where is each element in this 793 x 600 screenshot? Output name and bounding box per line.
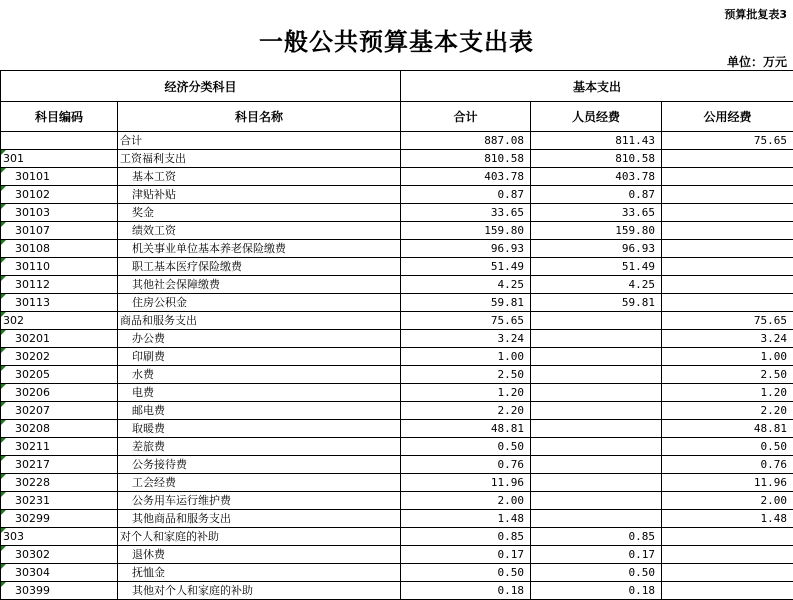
cell-name-text: 基本工资 <box>132 170 176 183</box>
cell-total <box>401 510 531 528</box>
cell-public <box>662 186 793 204</box>
page-title: 一般公共预算基本支出表 <box>0 22 793 57</box>
cell-public <box>662 258 793 276</box>
cell-total-text: 4.25 <box>498 278 525 291</box>
cell-public <box>662 204 793 222</box>
table-row <box>1 528 793 546</box>
cell-total <box>401 186 531 204</box>
cell-total-text: 33.65 <box>491 206 524 219</box>
cell-marker-icon <box>1 420 6 425</box>
table-row <box>1 582 793 600</box>
cell-personnel <box>531 276 662 294</box>
cell-marker-icon <box>1 528 6 533</box>
cell-total-text: 3.24 <box>498 332 525 345</box>
cell-name-text: 公务接待费 <box>132 458 187 471</box>
cell-public <box>662 276 793 294</box>
cell-total <box>401 402 531 420</box>
cell-marker-icon <box>1 240 6 245</box>
cell-public <box>662 438 793 456</box>
cell-code <box>1 294 118 312</box>
cell-code <box>1 384 118 402</box>
cell-name-text: 合计 <box>120 134 142 147</box>
cell-name-text: 对个人和家庭的补助 <box>120 530 219 543</box>
cell-total <box>401 276 531 294</box>
header-econ-group: 经济分类科目 <box>1 71 401 102</box>
table-row <box>1 564 793 582</box>
cell-total-text: 51.49 <box>491 260 524 273</box>
budget-table <box>0 70 793 600</box>
cell-name <box>118 564 401 582</box>
cell-personnel <box>531 330 662 348</box>
cell-total <box>401 168 531 186</box>
cell-name-text: 差旅费 <box>132 440 165 453</box>
cell-total-text: 11.96 <box>491 476 524 489</box>
table-row <box>1 258 793 276</box>
cell-code <box>1 348 118 366</box>
cell-name-text: 商品和服务支出 <box>120 314 197 327</box>
cell-personnel <box>531 384 662 402</box>
cell-total <box>401 366 531 384</box>
cell-code-text: 303 <box>3 530 24 543</box>
cell-personnel-text: 4.25 <box>629 278 656 291</box>
cell-total-text: 2.50 <box>498 368 525 381</box>
cell-name <box>118 330 401 348</box>
cell-name-text: 邮电费 <box>132 404 165 417</box>
cell-personnel-text: 0.85 <box>629 530 656 543</box>
cell-name-text: 水费 <box>132 368 154 381</box>
cell-code <box>1 330 118 348</box>
cell-marker-icon <box>1 150 6 155</box>
cell-name <box>118 276 401 294</box>
cell-personnel <box>531 204 662 222</box>
cell-code-text: 30202 <box>15 350 50 363</box>
cell-code-text: 302 <box>3 314 24 327</box>
cell-marker-icon <box>1 330 6 335</box>
cell-marker-icon <box>1 204 6 209</box>
table-row <box>1 276 793 294</box>
cell-name-text: 其他对个人和家庭的补助 <box>132 584 253 597</box>
cell-name <box>118 366 401 384</box>
cell-name <box>118 582 401 600</box>
cell-public <box>662 348 793 366</box>
cell-public <box>662 546 793 564</box>
cell-total-text: 2.20 <box>498 404 525 417</box>
cell-name-text: 其他社会保障缴费 <box>132 278 220 291</box>
cell-code <box>1 510 118 528</box>
cell-public <box>662 474 793 492</box>
cell-public <box>662 366 793 384</box>
cell-public-text: 3.24 <box>761 332 788 345</box>
table-row <box>1 402 793 420</box>
cell-public-text: 75.65 <box>754 314 787 327</box>
cell-total-text: 887.08 <box>484 134 524 147</box>
cell-personnel-text: 0.87 <box>629 188 656 201</box>
cell-total <box>401 420 531 438</box>
table-row <box>1 312 793 330</box>
cell-total <box>401 474 531 492</box>
cell-public-text: 2.20 <box>761 404 788 417</box>
cell-name <box>118 456 401 474</box>
cell-name <box>118 474 401 492</box>
cell-public-text: 1.48 <box>761 512 788 525</box>
cell-marker-icon <box>1 546 6 551</box>
cell-total <box>401 438 531 456</box>
cell-code-text: 30112 <box>15 278 50 291</box>
cell-personnel <box>531 132 662 150</box>
cell-public <box>662 384 793 402</box>
cell-name-text: 工资福利支出 <box>120 152 186 165</box>
cell-total-text: 0.87 <box>498 188 525 201</box>
cell-public <box>662 528 793 546</box>
cell-name <box>118 204 401 222</box>
cell-total-text: 0.76 <box>498 458 525 471</box>
cell-name <box>118 438 401 456</box>
table-row <box>1 240 793 258</box>
cell-code-text: 30102 <box>15 188 50 201</box>
cell-total-text: 96.93 <box>491 242 524 255</box>
cell-personnel-text: 33.65 <box>622 206 655 219</box>
cell-public <box>662 402 793 420</box>
cell-code <box>1 132 118 150</box>
cell-personnel <box>531 582 662 600</box>
cell-total-text: 0.85 <box>498 530 525 543</box>
cell-code-text: 30103 <box>15 206 50 219</box>
cell-total <box>401 150 531 168</box>
cell-total-text: 0.50 <box>498 440 525 453</box>
cell-name-text: 津贴补贴 <box>132 188 176 201</box>
cell-marker-icon <box>1 276 6 281</box>
table-row <box>1 222 793 240</box>
cell-total <box>401 582 531 600</box>
cell-code-text: 30205 <box>15 368 50 381</box>
cell-total-text: 1.00 <box>498 350 525 363</box>
cell-name-text: 奖金 <box>132 206 154 219</box>
cell-personnel <box>531 366 662 384</box>
cell-public <box>662 564 793 582</box>
cell-code-text: 30207 <box>15 404 50 417</box>
cell-total <box>401 312 531 330</box>
cell-code-text: 30113 <box>15 296 50 309</box>
cell-personnel-text: 811.43 <box>615 134 655 147</box>
cell-code-text: 30399 <box>15 584 50 597</box>
cell-code <box>1 186 118 204</box>
cell-public-text: 2.50 <box>761 368 788 381</box>
cell-name <box>118 402 401 420</box>
cell-name-text: 公务用车运行维护费 <box>132 494 231 507</box>
cell-code-text: 30302 <box>15 548 50 561</box>
table-row <box>1 384 793 402</box>
table-row <box>1 474 793 492</box>
cell-code-text: 30201 <box>15 332 50 345</box>
cell-personnel <box>531 438 662 456</box>
cell-public <box>662 150 793 168</box>
table-row <box>1 294 793 312</box>
cell-name <box>118 312 401 330</box>
cell-total <box>401 222 531 240</box>
cell-personnel-text: 0.17 <box>629 548 656 561</box>
cell-code <box>1 168 118 186</box>
header-basic-group: 基本支出 <box>401 71 793 102</box>
cell-code-text: 30107 <box>15 224 50 237</box>
cell-code <box>1 528 118 546</box>
cell-code-text: 30110 <box>15 260 50 273</box>
cell-name <box>118 528 401 546</box>
cell-public-text: 75.65 <box>754 134 787 147</box>
cell-marker-icon <box>1 456 6 461</box>
cell-personnel <box>531 348 662 366</box>
cell-name <box>118 186 401 204</box>
table-row <box>1 132 793 150</box>
cell-code <box>1 492 118 510</box>
cell-code <box>1 564 118 582</box>
cell-total <box>401 258 531 276</box>
cell-total <box>401 528 531 546</box>
cell-total <box>401 294 531 312</box>
cell-code-text: 30231 <box>15 494 50 507</box>
table-row <box>1 438 793 456</box>
cell-personnel <box>531 492 662 510</box>
cell-code-text: 30206 <box>15 386 50 399</box>
cell-code-text: 30299 <box>15 512 50 525</box>
table-row <box>1 186 793 204</box>
cell-marker-icon <box>1 564 6 569</box>
cell-total-text: 0.18 <box>498 584 525 597</box>
cell-total <box>401 204 531 222</box>
cell-name-text: 工会经费 <box>132 476 176 489</box>
cell-name-text: 住房公积金 <box>132 296 187 309</box>
cell-total <box>401 330 531 348</box>
cell-marker-icon <box>1 366 6 371</box>
cell-name <box>118 150 401 168</box>
cell-total-text: 48.81 <box>491 422 524 435</box>
cell-marker-icon <box>1 510 6 515</box>
cell-personnel <box>531 240 662 258</box>
cell-total-text: 1.20 <box>498 386 525 399</box>
cell-name <box>118 240 401 258</box>
cell-code <box>1 438 118 456</box>
cell-public-text: 0.76 <box>761 458 788 471</box>
cell-total <box>401 384 531 402</box>
cell-personnel <box>531 402 662 420</box>
cell-marker-icon <box>1 294 6 299</box>
cell-total <box>401 564 531 582</box>
table-row <box>1 366 793 384</box>
cell-public <box>662 312 793 330</box>
cell-marker-icon <box>1 186 6 191</box>
cell-total-text: 75.65 <box>491 314 524 327</box>
cell-name-text: 电费 <box>132 386 154 399</box>
table-row <box>1 456 793 474</box>
cell-total-text: 810.58 <box>484 152 524 165</box>
cell-name <box>118 546 401 564</box>
cell-name <box>118 168 401 186</box>
cell-name-text: 印刷费 <box>132 350 165 363</box>
cell-name-text: 其他商品和服务支出 <box>132 512 231 525</box>
table-row <box>1 546 793 564</box>
cell-personnel-text: 59.81 <box>622 296 655 309</box>
cell-total <box>401 456 531 474</box>
cell-public <box>662 294 793 312</box>
cell-public <box>662 168 793 186</box>
cell-public <box>662 330 793 348</box>
cell-name-text: 抚恤金 <box>132 566 165 579</box>
cell-code <box>1 276 118 294</box>
cell-public <box>662 582 793 600</box>
form-id: 预算批复表3 <box>724 6 787 22</box>
cell-name <box>118 132 401 150</box>
cell-name-text: 机关事业单位基本养老保险缴费 <box>132 242 286 255</box>
cell-personnel-text: 403.78 <box>615 170 655 183</box>
cell-public-text: 2.00 <box>761 494 788 507</box>
header-public: 公用经费 <box>662 102 793 132</box>
table-row <box>1 420 793 438</box>
cell-code-text: 30101 <box>15 170 50 183</box>
cell-public <box>662 240 793 258</box>
cell-marker-icon <box>1 474 6 479</box>
cell-name-text: 职工基本医疗保险缴费 <box>132 260 242 273</box>
cell-name-text: 取暖费 <box>132 422 165 435</box>
cell-personnel-text: 810.58 <box>615 152 655 165</box>
table-row <box>1 348 793 366</box>
cell-personnel <box>531 564 662 582</box>
cell-code-text: 30228 <box>15 476 50 489</box>
cell-code-text: 30304 <box>15 566 50 579</box>
cell-code <box>1 240 118 258</box>
cell-public-text: 1.20 <box>761 386 788 399</box>
cell-code <box>1 366 118 384</box>
header-name: 科目名称 <box>118 102 401 132</box>
cell-code <box>1 222 118 240</box>
cell-name <box>118 510 401 528</box>
cell-personnel-text: 0.18 <box>629 584 656 597</box>
cell-name <box>118 222 401 240</box>
cell-public-text: 1.00 <box>761 350 788 363</box>
cell-marker-icon <box>1 312 6 317</box>
cell-public-text: 11.96 <box>754 476 787 489</box>
cell-name <box>118 420 401 438</box>
cell-marker-icon <box>1 402 6 407</box>
table-row <box>1 204 793 222</box>
table-body <box>1 132 793 600</box>
cell-public <box>662 510 793 528</box>
table-row <box>1 510 793 528</box>
table-row <box>1 168 793 186</box>
cell-marker-icon <box>1 384 6 389</box>
cell-code <box>1 420 118 438</box>
cell-personnel-text: 96.93 <box>622 242 655 255</box>
header-total: 合计 <box>401 102 531 132</box>
cell-personnel <box>531 546 662 564</box>
cell-personnel <box>531 168 662 186</box>
cell-public-text: 48.81 <box>754 422 787 435</box>
cell-marker-icon <box>1 168 6 173</box>
cell-code <box>1 204 118 222</box>
cell-code-text: 30217 <box>15 458 50 471</box>
cell-name <box>118 492 401 510</box>
cell-marker-icon <box>1 582 6 587</box>
cell-marker-icon <box>1 492 6 497</box>
cell-public <box>662 420 793 438</box>
cell-total <box>401 132 531 150</box>
cell-name-text: 绩效工资 <box>132 224 176 237</box>
cell-code <box>1 456 118 474</box>
cell-personnel <box>531 258 662 276</box>
cell-total-text: 1.48 <box>498 512 525 525</box>
header-personnel: 人员经费 <box>531 102 662 132</box>
cell-personnel <box>531 294 662 312</box>
cell-name-text: 退休费 <box>132 548 165 561</box>
cell-public <box>662 132 793 150</box>
cell-total-text: 0.17 <box>498 548 525 561</box>
cell-marker-icon <box>1 222 6 227</box>
cell-public-text: 0.50 <box>761 440 788 453</box>
cell-public <box>662 456 793 474</box>
cell-personnel <box>531 186 662 204</box>
cell-total-text: 0.50 <box>498 566 525 579</box>
cell-marker-icon <box>1 348 6 353</box>
cell-public <box>662 492 793 510</box>
cell-code <box>1 312 118 330</box>
cell-personnel <box>531 528 662 546</box>
cell-total <box>401 348 531 366</box>
cell-name <box>118 258 401 276</box>
table-row <box>1 492 793 510</box>
cell-name <box>118 384 401 402</box>
cell-personnel-text: 0.50 <box>629 566 656 579</box>
cell-public <box>662 222 793 240</box>
cell-name <box>118 348 401 366</box>
cell-code <box>1 402 118 420</box>
cell-personnel <box>531 474 662 492</box>
cell-personnel <box>531 510 662 528</box>
table-row <box>1 150 793 168</box>
cell-code <box>1 546 118 564</box>
cell-code-text: 30208 <box>15 422 50 435</box>
cell-marker-icon <box>1 438 6 443</box>
cell-personnel <box>531 456 662 474</box>
cell-personnel-text: 51.49 <box>622 260 655 273</box>
cell-code-text: 301 <box>3 152 24 165</box>
cell-code <box>1 582 118 600</box>
cell-code-text: 30108 <box>15 242 50 255</box>
cell-total <box>401 240 531 258</box>
cell-total-text: 59.81 <box>491 296 524 309</box>
cell-total <box>401 546 531 564</box>
cell-code-text: 30211 <box>15 440 50 453</box>
cell-personnel <box>531 312 662 330</box>
header-code: 科目编码 <box>1 102 118 132</box>
cell-personnel-text: 159.80 <box>615 224 655 237</box>
cell-code <box>1 258 118 276</box>
cell-code <box>1 474 118 492</box>
unit-label: 单位：万元 <box>727 53 787 70</box>
cell-code <box>1 150 118 168</box>
cell-total-text: 159.80 <box>484 224 524 237</box>
cell-marker-icon <box>1 258 6 263</box>
cell-name-text: 办公费 <box>132 332 165 345</box>
cell-name <box>118 294 401 312</box>
cell-personnel <box>531 150 662 168</box>
table-row <box>1 330 793 348</box>
cell-personnel <box>531 420 662 438</box>
cell-total <box>401 492 531 510</box>
cell-personnel <box>531 222 662 240</box>
cell-total-text: 403.78 <box>484 170 524 183</box>
cell-total-text: 2.00 <box>498 494 525 507</box>
